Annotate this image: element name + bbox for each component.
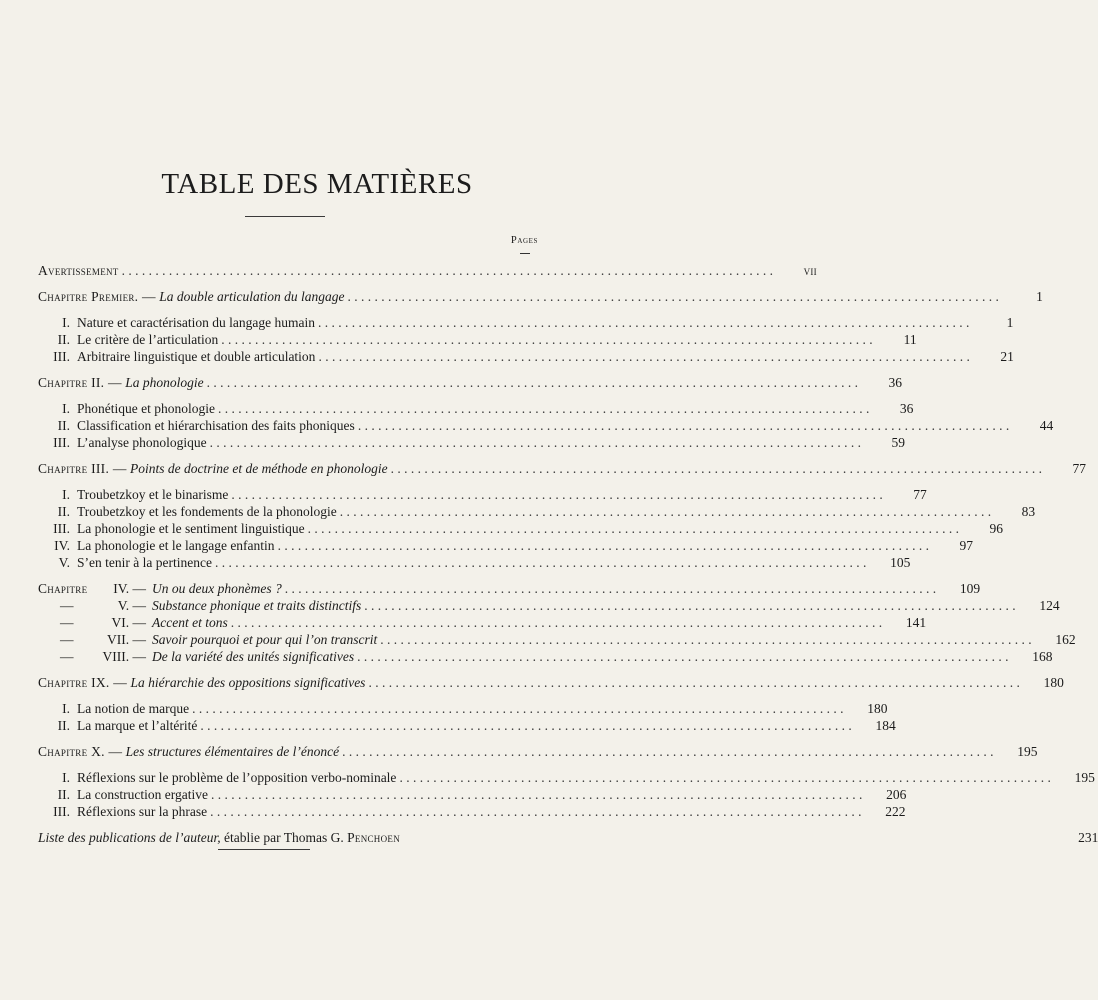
entry-label: [38, 434, 207, 451]
page-number: 109: [959, 581, 981, 596]
section-number: I.: [62, 487, 70, 502]
section-number: III.: [53, 349, 70, 364]
section-number: IV.: [54, 538, 70, 553]
page-number: 11: [903, 332, 917, 347]
section-title: Réflexions sur le problème de l’opposition verbo-nominale: [77, 770, 397, 785]
toc-chapter-entry: [38, 580, 981, 597]
toc-section-entry: [38, 314, 1014, 331]
toc-section-entry: [38, 769, 1095, 786]
section-title: La phonologie et le langage enfantin: [77, 538, 275, 553]
chapter-title: La hiérarchie des oppositions significatives: [130, 675, 366, 690]
leader-dots: [380, 631, 1031, 648]
page-number: 195: [1074, 770, 1095, 785]
toc-chapter-entry: [38, 743, 1038, 760]
chapter-number: VII. —: [107, 632, 146, 647]
entry-label: [38, 520, 305, 537]
entry-label: [38, 717, 197, 734]
toc-section-entry: [38, 520, 1003, 537]
page-number: 36: [888, 375, 902, 390]
page-number: 44: [1039, 418, 1054, 433]
leader-dots: [399, 769, 1050, 786]
toc-chapter-entry: [38, 374, 902, 391]
section-number: II.: [57, 504, 70, 519]
entry-label: [38, 674, 365, 691]
title-rule: [245, 216, 325, 217]
chapter-lead: —: [60, 615, 74, 630]
leader-dots: [211, 786, 862, 803]
leader-dots: [364, 597, 1015, 614]
entry-label: [38, 631, 377, 648]
chapter-prefix: Chapitre IX. —: [38, 675, 128, 690]
entry-label: [38, 288, 344, 305]
section-number: II.: [57, 332, 70, 347]
section-title: Classification et hiérarchisation des faits phoniques: [77, 418, 355, 433]
entry-label: [38, 648, 354, 665]
closing-title: Liste des publications de l’auteur,: [38, 830, 221, 845]
leader-dots: [218, 400, 869, 417]
chapter-number: VI. —: [111, 615, 146, 630]
page-number: 83: [1021, 504, 1036, 519]
table-of-contents: [38, 262, 1098, 846]
entry-label: [38, 348, 315, 365]
toc-section-entry: [38, 400, 914, 417]
entry-label: [38, 614, 228, 631]
chapter-prefix: Chapitre II. —: [38, 375, 122, 390]
page-title: TABLE DES MATIÈRES: [161, 168, 473, 200]
closing-text: établie par Thomas G.: [224, 830, 344, 845]
chapter-number: VIII. —: [102, 649, 146, 664]
section-number: I.: [62, 401, 70, 416]
entry-label: [38, 262, 119, 279]
leader-dots: [231, 614, 882, 631]
chapter-title: La phonologie: [125, 375, 204, 390]
leader-dots: [347, 288, 998, 305]
page-number: 168: [1032, 649, 1053, 664]
leader-dots: [210, 803, 861, 820]
page-number: 195: [1017, 744, 1038, 759]
entry-label: [38, 700, 189, 717]
end-rule: [218, 849, 310, 850]
leader-dots: [357, 648, 1008, 665]
section-title: S’en tenir à la pertinence: [77, 555, 212, 570]
chapter-title: Points de doctrine et de méthode en phonologie: [130, 461, 388, 476]
toc-chapter-entry: [38, 288, 1043, 305]
leader-dots: [368, 674, 1019, 691]
leader-dots: [278, 537, 929, 554]
section-title: La notion de marque: [77, 701, 190, 716]
leader-dots: [221, 331, 872, 348]
section-number: III.: [53, 804, 70, 819]
leader-dots: [308, 520, 959, 537]
entry-title: Avertissement: [38, 263, 119, 278]
leader-dots: [318, 314, 969, 331]
page-number: 222: [885, 804, 906, 819]
toc-section-entry: [38, 786, 907, 803]
leader-dots: [192, 700, 843, 717]
section-number: II.: [57, 418, 70, 433]
entry-label: [38, 503, 337, 520]
toc-chapter-entry: [38, 674, 1064, 691]
entry-label: [38, 554, 212, 571]
toc-section-entry: [38, 331, 917, 348]
chapter-lead: —: [60, 632, 74, 647]
entry-label: [38, 580, 282, 597]
page-number: 180: [1043, 675, 1064, 690]
leader-dots: [210, 434, 861, 451]
chapter-lead: Chapitre: [38, 581, 88, 596]
entry-label: [38, 537, 275, 554]
entry-label: [38, 460, 388, 477]
leader-dots: [231, 486, 882, 503]
entry-label: [38, 314, 315, 331]
page-number: 124: [1039, 598, 1060, 613]
page-number: vii: [803, 263, 817, 278]
page-number: 77: [1072, 461, 1086, 476]
chapter-title: Un ou deux phonèmes ?: [152, 581, 282, 596]
toc-section-entry: [38, 486, 927, 503]
page-number: 180: [867, 701, 888, 716]
page-number: 36: [899, 401, 914, 416]
chapter-title: Les structures élémentaires de l’énoncé: [125, 744, 340, 759]
page-number: 231: [1078, 830, 1098, 845]
section-title: Nature et caractérisation du langage humain: [77, 315, 316, 330]
entry-label: [38, 597, 361, 614]
chapter-title: De la variété des unités significatives: [152, 649, 355, 664]
chapter-title: Substance phonique et traits distinctifs: [152, 598, 362, 613]
section-number: I.: [62, 701, 70, 716]
chapter-lead: —: [60, 649, 74, 664]
toc-chapter-entry: [38, 648, 1053, 665]
page-number: 105: [890, 555, 911, 570]
entry-label: [38, 417, 355, 434]
entry-label: [38, 331, 218, 348]
section-number: V.: [58, 555, 70, 570]
section-title: L’analyse phonologique: [77, 435, 207, 450]
toc-section-entry: [38, 554, 911, 571]
leader-dots: [215, 554, 866, 571]
section-number: I.: [62, 770, 70, 785]
leader-dots: [391, 460, 1042, 477]
page-number: 162: [1055, 632, 1076, 647]
section-number: III.: [53, 435, 70, 450]
pages-header-dash: [520, 253, 530, 254]
toc-chapter-entry: [38, 614, 927, 631]
page-number: 206: [886, 787, 907, 802]
chapter-title: Accent et tons: [152, 615, 228, 630]
section-title: Phonétique et phonologie: [77, 401, 215, 416]
entry-label: [38, 829, 400, 846]
chapter-number: V. —: [117, 598, 146, 613]
leader-dots: [285, 580, 936, 597]
section-title: Réflexions sur la phrase: [77, 804, 208, 819]
entry-label: [38, 400, 215, 417]
section-title: Le critère de l’articulation: [77, 332, 219, 347]
toc-closing-entry: [38, 829, 1098, 846]
toc-section-entry: [38, 503, 1036, 520]
entry-label: [38, 803, 207, 820]
entry-label: [38, 374, 204, 391]
entry-label: [38, 743, 339, 760]
toc-front-entry: [38, 262, 817, 279]
section-title: La phonologie et le sentiment linguistique: [77, 521, 305, 536]
entry-label: [38, 786, 208, 803]
toc-chapter-entry: [38, 597, 1060, 614]
page-number: 184: [875, 718, 896, 733]
chapter-number: IV. —: [113, 581, 146, 596]
entry-label: [38, 769, 396, 786]
toc-section-entry: [38, 717, 896, 734]
toc-section-entry: [38, 417, 1054, 434]
section-number: I.: [62, 315, 70, 330]
chapter-prefix: Chapitre III. —: [38, 461, 127, 476]
section-title: Troubetzkoy et les fondements de la phonologie: [77, 504, 337, 519]
toc-chapter-entry: [38, 631, 1076, 648]
chapter-prefix: Chapitre Premier. —: [38, 289, 156, 304]
chapter-title: La double articulation du langage: [159, 289, 345, 304]
entry-label: [38, 486, 228, 503]
leader-dots: [358, 417, 1009, 434]
chapter-prefix: Chapitre X. —: [38, 744, 123, 759]
leader-dots: [207, 374, 858, 391]
page-number: 21: [1000, 349, 1014, 364]
toc-section-entry: [38, 803, 906, 820]
section-number: III.: [53, 521, 70, 536]
chapter-lead: —: [60, 598, 74, 613]
toc-section-entry: [38, 700, 888, 717]
section-number: II.: [57, 718, 70, 733]
section-title: Arbitraire linguistique et double articulation: [77, 349, 316, 364]
page-number: 141: [905, 615, 927, 630]
section-title: La construction ergative: [77, 787, 208, 802]
leader-dots: [318, 348, 969, 365]
author-name: Penchoen: [347, 830, 400, 845]
pages-header: Pages: [510, 235, 538, 246]
page-number: 77: [913, 487, 927, 502]
section-number: II.: [57, 787, 70, 802]
page-number: 96: [989, 521, 1003, 536]
page-number: 59: [891, 435, 905, 450]
section-title: La marque et l’altérité: [77, 718, 198, 733]
toc-chapter-entry: [38, 460, 1086, 477]
page-number: 1: [1006, 315, 1014, 330]
chapter-title: Savoir pourquoi et pour qui l’on transcrit: [152, 632, 378, 647]
toc-section-entry: [38, 537, 973, 554]
leader-dots: [340, 503, 991, 520]
leader-dots: [342, 743, 993, 760]
toc-section-entry: [38, 434, 905, 451]
section-title: Troubetzkoy et le binarisme: [77, 487, 229, 502]
toc-section-entry: [38, 348, 1014, 365]
page-number: 97: [959, 538, 973, 553]
leader-dots: [200, 717, 851, 734]
leader-dots: [122, 262, 773, 279]
page-number: 1: [1036, 289, 1043, 304]
